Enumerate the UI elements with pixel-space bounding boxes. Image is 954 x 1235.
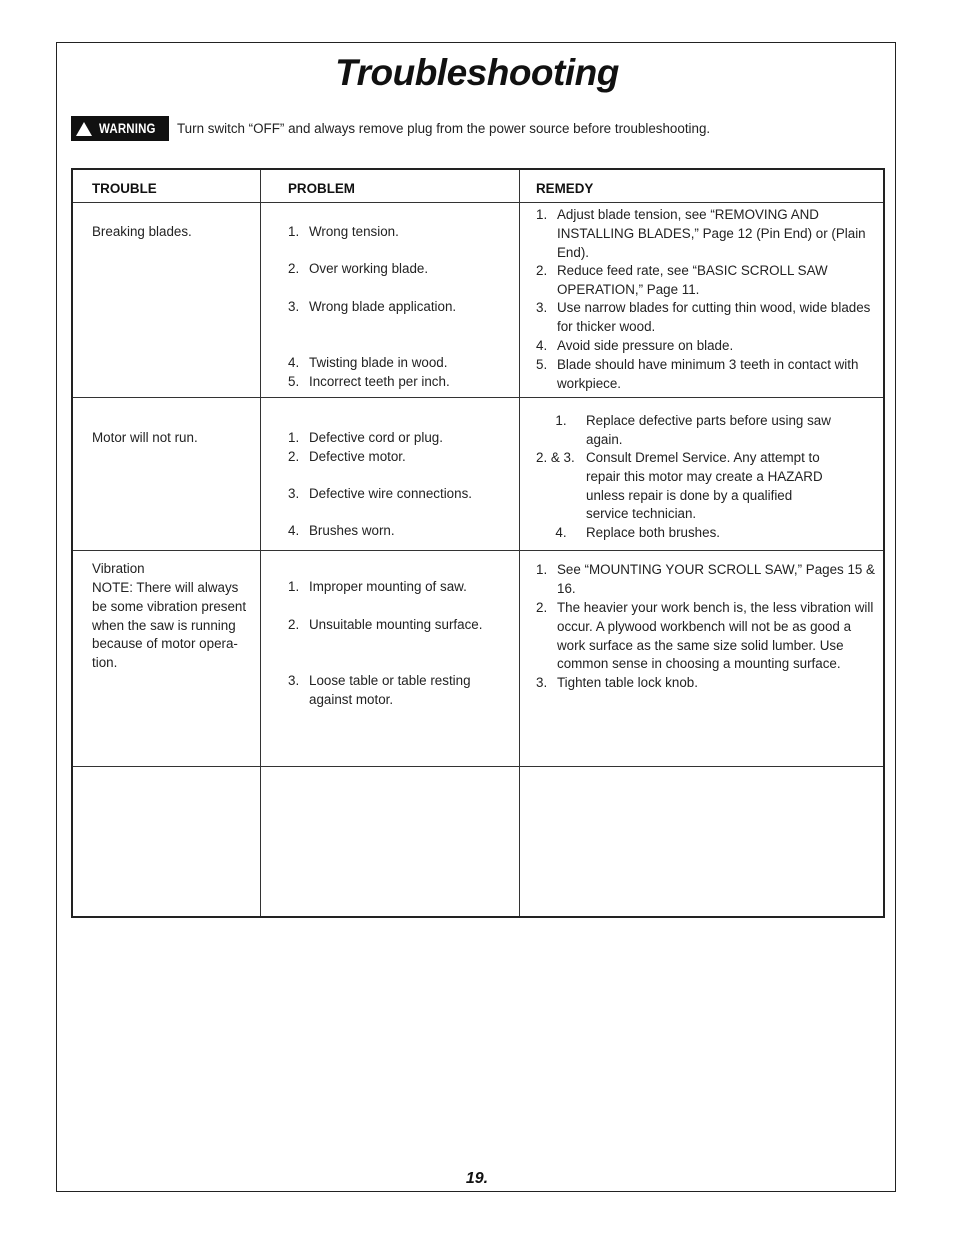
warning-badge xyxy=(71,116,169,141)
problem-text: Unsuitable mounting surface. xyxy=(309,617,483,632)
remedy-text: Consult Dremel Service. Any attempt to repair this motor may create a HAZARD unless repair is done by a qualified service technician. xyxy=(586,450,823,522)
remedy-text: The heavier your work bench is, the less vibration will occur. A plywood workbench will not be as good a work surface as the same size solid lumber. Use common sense in choosing a mounting surface. xyxy=(557,600,874,672)
remedy-item xyxy=(536,599,876,674)
problem-item xyxy=(288,429,508,448)
problem-item xyxy=(288,373,508,392)
problem-number: 2. xyxy=(288,617,300,632)
row-divider xyxy=(73,397,883,398)
problem-text: Twisting blade in wood. xyxy=(309,355,448,370)
trouble-breaking-blades: Breaking blades. xyxy=(92,224,192,239)
problem-text: Over working blade. xyxy=(309,261,429,276)
remedy-number: 1. xyxy=(555,413,567,428)
warning-banner xyxy=(71,116,710,141)
problem-number: 3. xyxy=(288,673,300,688)
remedy-number: 2. xyxy=(536,600,548,615)
remedy-number: 2. & 3. xyxy=(536,450,575,465)
problem-item xyxy=(288,260,508,279)
warning-label: WARNING xyxy=(99,121,156,136)
problem-text: Wrong blade application. xyxy=(309,299,457,314)
header-remedy: REMEDY xyxy=(536,181,594,196)
page-title: Troubleshooting xyxy=(335,52,619,93)
remedy-item xyxy=(536,449,836,524)
row-divider xyxy=(73,550,883,551)
remedy-text: Replace defective parts before using saw again. xyxy=(586,413,831,447)
warning-triangle-icon xyxy=(76,122,92,136)
remedy-text: Blade should have minimum 3 teeth in contact with workpiece. xyxy=(557,357,859,391)
row-divider xyxy=(73,766,883,767)
column-divider xyxy=(260,170,261,916)
remedy-number: 1. xyxy=(536,207,548,222)
row-divider xyxy=(73,202,883,203)
trouble-vibration-note: NOTE: There will always be some vibration present when the saw is running because of motor opera-tion. xyxy=(92,580,247,671)
remedy-item xyxy=(536,561,876,599)
problem-text: Incorrect teeth per inch. xyxy=(309,374,450,389)
problem-item xyxy=(288,578,508,597)
remedy-text: See “MOUNTING YOUR SCROLL SAW,” Pages 15 & 16. xyxy=(557,562,875,596)
header-trouble: TROUBLE xyxy=(92,181,157,196)
problem-number: 3. xyxy=(288,299,300,314)
problem-number: 4. xyxy=(288,523,300,538)
problem-text: Improper mounting of saw. xyxy=(309,579,467,594)
remedy-text: Use narrow blades for cutting thin wood, wide blades for thicker wood. xyxy=(557,300,871,334)
remedy-number: 3. xyxy=(536,300,548,315)
problem-item xyxy=(288,522,508,541)
problem-text: Defective wire connections. xyxy=(309,486,472,501)
remedy-item xyxy=(536,412,836,450)
trouble-vibration: Vibration xyxy=(92,561,145,576)
remedy-item xyxy=(536,356,871,394)
remedy-text: Replace both brushes. xyxy=(586,525,720,540)
remedy-item xyxy=(536,299,871,337)
problem-item xyxy=(288,354,508,373)
problem-item xyxy=(288,223,508,242)
problem-item xyxy=(288,616,508,635)
remedy-text: Tighten table lock knob. xyxy=(557,675,698,690)
page-number: 19. xyxy=(465,1170,489,1187)
remedy-number: 1. xyxy=(536,562,548,577)
problem-number: 5. xyxy=(288,374,300,389)
remedy-item xyxy=(536,262,871,300)
troubleshooting-table xyxy=(71,168,885,918)
remedy-item xyxy=(536,206,871,262)
problem-number: 2. xyxy=(288,449,300,464)
problem-number: 2. xyxy=(288,261,300,276)
remedy-number: 2. xyxy=(536,263,548,278)
remedy-number: 3. xyxy=(536,675,548,690)
problem-number: 3. xyxy=(288,486,300,501)
warning-text: Turn switch “OFF” and always remove plug from the power source before troubleshooting. xyxy=(177,121,711,136)
problem-number: 1. xyxy=(288,579,300,594)
trouble-motor-will-not-run: Motor will not run. xyxy=(92,430,198,445)
problem-item xyxy=(288,298,508,317)
problem-item xyxy=(288,448,508,467)
remedy-item xyxy=(536,524,836,543)
problem-text: Loose table or table resting against motor. xyxy=(309,673,471,707)
remedy-text: Adjust blade tension, see “REMOVING AND INSTALLING BLADES,” Page 12 (Pin End) or (Plain End). xyxy=(557,207,866,260)
remedy-item xyxy=(536,674,876,693)
problem-text: Defective cord or plug. xyxy=(309,430,443,445)
problem-item xyxy=(288,672,488,710)
problem-text: Defective motor. xyxy=(309,449,406,464)
remedy-number: 4. xyxy=(536,338,548,353)
remedy-text: Reduce feed rate, see “BASIC SCROLL SAW OPERATION,” Page 11. xyxy=(557,263,828,297)
remedy-number: 4. xyxy=(555,525,567,540)
remedy-text: Avoid side pressure on blade. xyxy=(557,338,734,353)
problem-number: 1. xyxy=(288,224,300,239)
problem-item xyxy=(288,485,508,504)
remedy-number: 5. xyxy=(536,357,548,372)
remedy-item xyxy=(536,337,871,356)
problem-number: 1. xyxy=(288,430,300,445)
column-divider xyxy=(519,170,520,916)
problem-text: Brushes worn. xyxy=(309,523,395,538)
problem-text: Wrong tension. xyxy=(309,224,399,239)
problem-number: 4. xyxy=(288,355,300,370)
header-problem: PROBLEM xyxy=(288,181,355,196)
